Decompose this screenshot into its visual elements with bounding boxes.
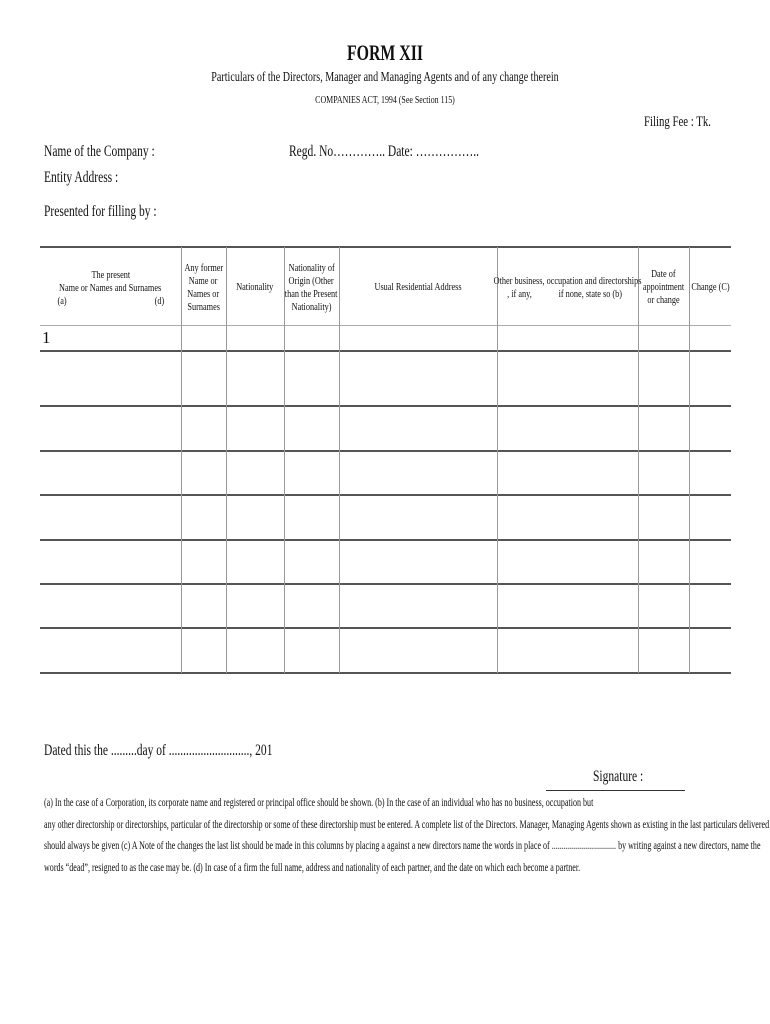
- table-row-divider: [40, 539, 731, 541]
- header-residential-address: Usual Residential Address: [374, 281, 462, 293]
- table-row-divider: [40, 405, 731, 407]
- signature-label: Signature :: [593, 768, 644, 785]
- table-header-divider: [40, 325, 731, 326]
- header-nationality: Nationality: [236, 281, 274, 293]
- regd-no-date-label: Regd. No………….. Date: ……………..: [289, 143, 480, 160]
- table-row-divider: [40, 350, 731, 352]
- header-former-name: Any former Name or Names or Surnames: [184, 262, 223, 313]
- footnote-line: (a) In the case of a Corporation, its corporate name and registered or principal office should be shown. (b) In the case of an individual who has no business, occupation but: [44, 795, 594, 809]
- entity-address-label: Entity Address :: [44, 169, 119, 186]
- row-number: 1: [42, 328, 51, 347]
- footnote-line: should always be given (c) A Note of the changes the last list should be made in this columns by placing a against a new directors name the words in place of ................................ by writing against a new directors, name the: [44, 838, 761, 852]
- company-name-label: Name of the Company :: [44, 143, 155, 160]
- form-subtitle: Particulars of the Directors, Manager and Managing Agents and of any change therein: [211, 70, 559, 85]
- header-other-business: Other business, occupation and directorships , if any, if none, state so (b): [493, 274, 642, 300]
- filing-fee: Filing Fee : Tk.: [644, 114, 712, 130]
- table-row-divider: [40, 583, 731, 585]
- table-row-divider: [40, 494, 731, 496]
- form-act-reference: COMPANIES ACT, 1994 (See Section 115): [315, 94, 455, 106]
- header-nationality-origin: Nationality of Origin (Other than the Present Nationality): [285, 261, 338, 313]
- header-present-name: The present Name or Names and Surnames (a) (d): [57, 268, 164, 307]
- presented-by-label: Presented for filling by :: [44, 203, 157, 220]
- header-change: Change (C): [690, 281, 730, 293]
- table-row-divider: [40, 627, 731, 629]
- header-date-appointment: Date of appointment or change: [642, 268, 685, 306]
- footnote-line: words “dead”, resigned to as the case may be. (d) In case of a firm the full name, address and nationality of each partner, and the date on which each become a partner.: [44, 860, 581, 874]
- table-row-divider: [40, 450, 731, 452]
- dated-line: Dated this the .........day of ............................, 201: [44, 742, 273, 759]
- form-title: FORM XII: [346, 40, 424, 65]
- footnote-line: any other directorship or directorships, particular of the directorship or some of these directorship must be entered. A complete list of the Directors. Manager, Managing Agents shown as existing in the last particulars delivered: [44, 817, 770, 831]
- table-bottom-border: [40, 672, 731, 674]
- table-top-border: [40, 246, 731, 248]
- signature-line: [546, 790, 685, 791]
